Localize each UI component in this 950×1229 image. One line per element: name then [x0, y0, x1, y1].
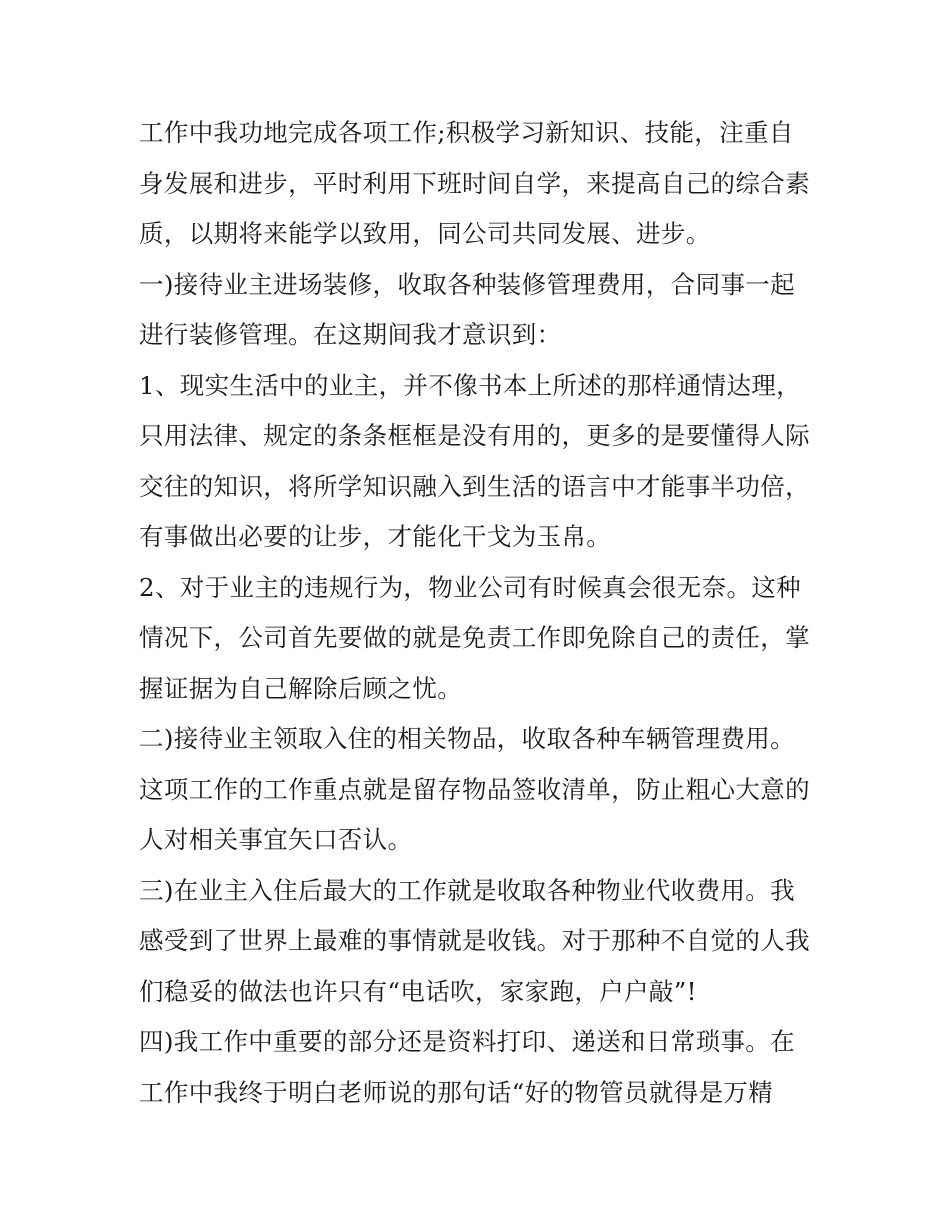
text-line: 2、对于业主的违规行为，物业公司有时候真会很无奈。这种 [139, 572, 802, 602]
text-line: 二)接待业主领取入住的相关物品，收取各种车辆管理费用。 [139, 724, 796, 753]
text-line: 1、现实生活中的业主，并不像书本上所述的那样通情达理， [139, 370, 802, 400]
text-line: 这项工作的工作重点就是留存物品签收清单，防止粗心大意的 [139, 774, 810, 804]
text-line: 们稳妥的做法也许只有“电话吹，家家跑，户户敲”! [139, 976, 697, 1006]
text-line: 情况下，公司首先要做的就是免责工作即免除自己的责任，掌 [139, 623, 810, 652]
text-line: 四)我工作中重要的部分还是资料打印、递送和日常琐事。在 [139, 1027, 796, 1056]
text-line: 身发展和进步，平时利用下班时间自学，来提高自己的综合素 [139, 168, 810, 198]
text-line: 握证据为自己解除后顾之忧。 [139, 673, 463, 703]
text-line: 工作中我终于明白老师说的那句话“好的物管员就得是万精 [139, 1077, 774, 1107]
text-line: 交往的知识，将所学知识融入到生活的语言中才能事半功倍， [139, 471, 810, 501]
text-line: 三)在业主入住后最大的工作就是收取各种物业代收费用。我 [139, 875, 796, 905]
text-line: 人对相关事宜矢口否认。 [139, 825, 413, 854]
text-line: 感受到了世界上最难的事情就是收钱。对于那种不自觉的人我 [139, 926, 810, 955]
text-line: 工作中我功地完成各项工作;积极学习新知识、技能，注重自 [139, 118, 794, 147]
body-text [139, 108, 829, 1118]
text-line: 质，以期将来能学以致用，同公司共同发展、进步。 [139, 219, 711, 248]
text-line: 只用法律、规定的条条框框是没有用的，更多的是要懂得人际 [139, 421, 810, 450]
text-line: 有事做出必要的让步，才能化干戈为玉帛。 [139, 522, 612, 551]
text-line: 进行装修管理。在这期间我才意识到： [139, 320, 562, 349]
text-line: 一)接待业主进场装修，收取各种装修管理费用，合同事一起 [139, 269, 796, 299]
